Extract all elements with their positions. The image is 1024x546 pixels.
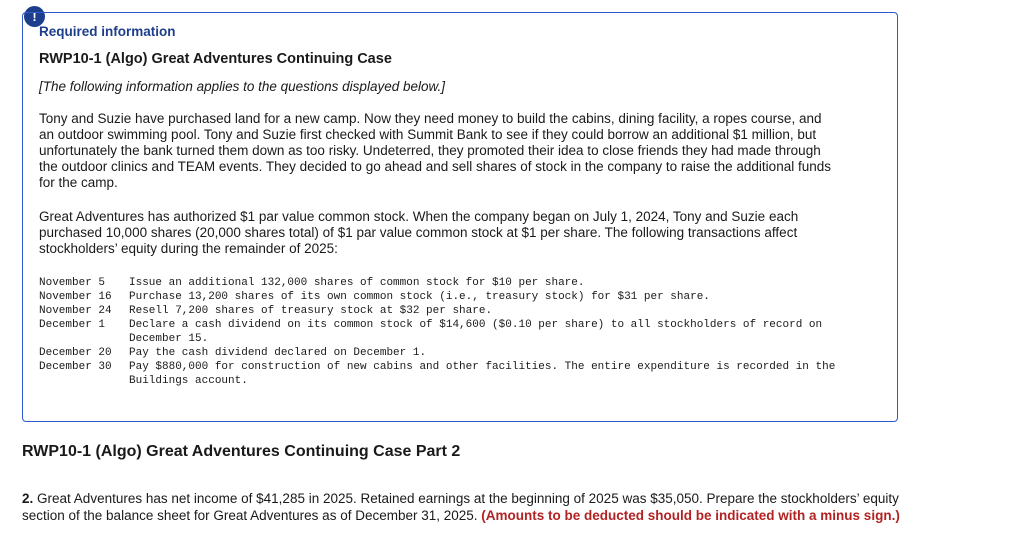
transactions-list	[39, 276, 839, 388]
part-title: RWP10-1 (Algo) Great Adventures Continuing Case Part 2	[22, 443, 461, 460]
transaction-row	[39, 346, 839, 360]
transaction-row	[39, 360, 839, 388]
case-title: RWP10-1 (Algo) Great Adventures Continuing Case	[39, 51, 392, 67]
transaction-date: November 16	[39, 291, 112, 303]
transaction-description: Resell 7,200 shares of treasury stock at $32 per share.	[129, 305, 493, 317]
transaction-date: December 30	[39, 361, 112, 373]
question-number: 2.	[22, 491, 34, 506]
applies-note: [The following information applies to the questions displayed below.]	[39, 79, 445, 94]
alert-icon: !	[24, 6, 45, 27]
question-text	[22, 490, 912, 524]
transaction-date: November 5	[39, 277, 106, 289]
transaction-row	[39, 304, 839, 318]
transaction-description: Issue an additional 132,000 shares of common stock for $10 per share.	[129, 277, 585, 289]
question-body: Great Adventures has net income of $41,285 in 2025. Retained earnings at the beginning of 2025 was $35,050. Prepare the stockholders’ equity section of the balance sheet for Great Adventures as of December 31, 2025.	[22, 491, 899, 523]
transaction-date: November 24	[39, 305, 112, 317]
stock-paragraph: Great Adventures has authorized $1 par value common stock. When the company began on July 1, 2024, Tony and Suzie each purchased 10,000 shares (20,000 shares total) of $1 par value common stock at $1 per share. The following transactions affect stockholders’ equity during the remainder of 2025:	[39, 209, 799, 256]
transaction-description: Purchase 13,200 shares of its own common stock (i.e., treasury stock) for $31 per share.	[129, 291, 710, 303]
question-note: (Amounts to be deducted should be indicated with a minus sign.)	[481, 508, 900, 523]
transaction-row	[39, 276, 839, 290]
transaction-date: December 1	[39, 319, 106, 331]
transaction-description: Declare a cash dividend on its common stock of $14,600 ($0.10 per share) to all stockholders of record on December 15.	[129, 319, 823, 345]
transaction-description: Pay the cash dividend declared on December 1.	[129, 347, 427, 359]
required-information-label: Required information	[39, 24, 176, 39]
transaction-row	[39, 290, 839, 304]
intro-paragraph: Tony and Suzie have purchased land for a new camp. Now they need money to build the cabins, dining facility, a ropes course, and an outdoor swimming pool. Tony and Suzie first checked with Summit Bank to see if they could borrow an additional $1 million, but unfortunately the bank turned them down as too risky. Undeterred, they promoted their idea to close friends they had made through the outdoor clinics and TEAM events. They decided to go ahead and sell shares of stock in the company to raise the additional funds for the camp.	[39, 111, 831, 190]
transaction-description: Pay $880,000 for construction of new cabins and other facilities. The entire expenditure is recorded in the Buildings account.	[129, 361, 836, 387]
transaction-row	[39, 318, 839, 346]
transaction-date: December 20	[39, 347, 112, 359]
